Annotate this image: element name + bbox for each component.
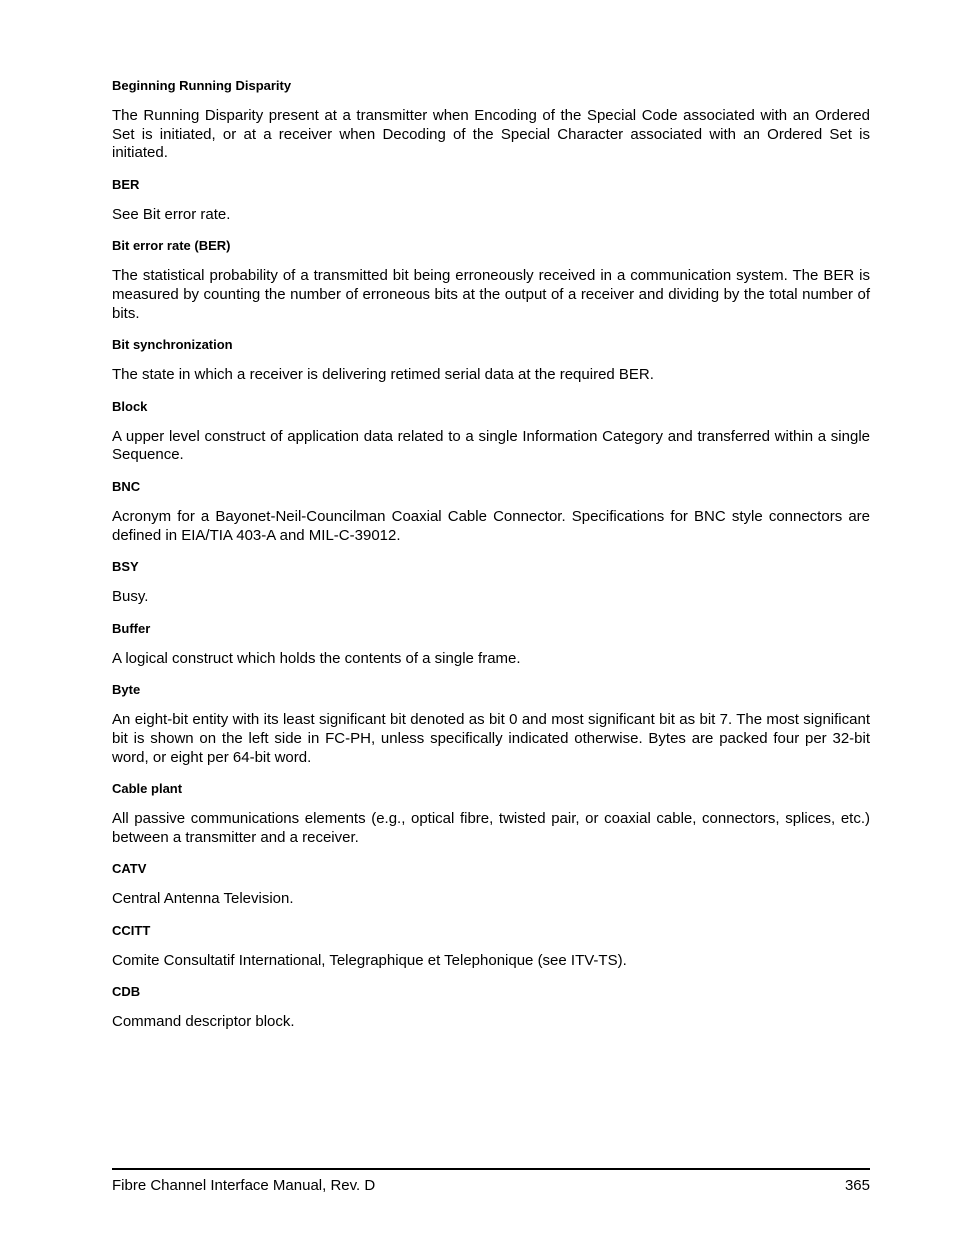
glossary-entry (112, 861, 870, 909)
glossary-term: BSY (112, 559, 139, 575)
glossary-entry (112, 559, 870, 607)
glossary-entry (112, 337, 870, 385)
glossary-definition: See Bit error rate. (112, 205, 231, 223)
glossary-term: Byte (112, 682, 141, 698)
glossary-entry (112, 682, 870, 767)
glossary-definition: A upper level construct of application data related to a single Information Category and transferred within a single Sequence. (112, 427, 870, 464)
glossary-entry (112, 781, 870, 847)
glossary-entry (112, 621, 870, 669)
glossary-entry (112, 238, 870, 323)
page-footer (112, 1168, 870, 1195)
glossary-entry (112, 177, 870, 225)
glossary-entry (112, 479, 870, 545)
glossary-entry (112, 78, 870, 163)
glossary-definition: Command descriptor block. (112, 1013, 295, 1031)
glossary-term: Cable plant (112, 781, 183, 797)
glossary-term: BER (112, 176, 140, 192)
glossary-term: CDB (112, 984, 141, 1000)
glossary-entry (112, 399, 870, 465)
glossary-page (112, 78, 870, 1046)
glossary-definition: Central Antenna Television. (112, 890, 294, 908)
glossary-definition: Busy. (112, 588, 149, 606)
glossary-entry (112, 984, 870, 1032)
glossary-entry (112, 923, 870, 971)
glossary-term: CCITT (112, 922, 151, 938)
glossary-definition: The statistical probability of a transmitted bit being erroneously received in a communication system. The BER is measured by counting the number of erroneous bits at the output of a receiver and dividing by the total number of bits. (112, 267, 870, 322)
glossary-term: Beginning Running Disparity (112, 78, 292, 93)
glossary-term: Bit error rate (BER) (112, 238, 231, 254)
glossary-term: CATV (112, 861, 147, 877)
glossary-term: Buffer (112, 620, 151, 636)
glossary-definition: Acronym for a Bayonet-Neil-Councilman Coaxial Cable Connector. Specifications for BNC style connectors are defined in EIA/TIA 403-A and MIL-C-39012. (112, 507, 870, 544)
footer-document-title: Fibre Channel Interface Manual, Rev. D (112, 1177, 376, 1194)
glossary-definition: The Running Disparity present at a transmitter when Encoding of the Special Code associated with an Ordered Set is initiated, or at a receiver when Decoding of the Special Character associated with an Ordered Set is initiated. (112, 107, 870, 162)
glossary-definition: All passive communications elements (e.g., optical fibre, twisted pair, or coaxial cable, connectors, splices, etc.) between a transmitter and a receiver. (112, 810, 870, 846)
glossary-definition: A logical construct which holds the contents of a single frame. (112, 649, 521, 667)
glossary-term: Block (112, 398, 148, 414)
glossary-term: Bit synchronization (112, 337, 233, 353)
glossary-term: BNC (112, 478, 141, 494)
footer-page-number: 365 (844, 1177, 870, 1194)
footer-row (112, 1170, 870, 1195)
glossary-definition: Comite Consultatif International, Telegraphique et Telephonique (see ITV-TS). (112, 951, 627, 969)
glossary-definition: An eight-bit entity with its least significant bit denoted as bit 0 and most significant bit as bit 7. The most significant bit is shown on the left side in FC-PH, unless specifically indicated otherwise. Bytes are packed four per 32-bit word, or eight per 64-bit word. (112, 711, 870, 766)
glossary-definition: The state in which a receiver is delivering retimed serial data at the required BER. (112, 366, 654, 384)
